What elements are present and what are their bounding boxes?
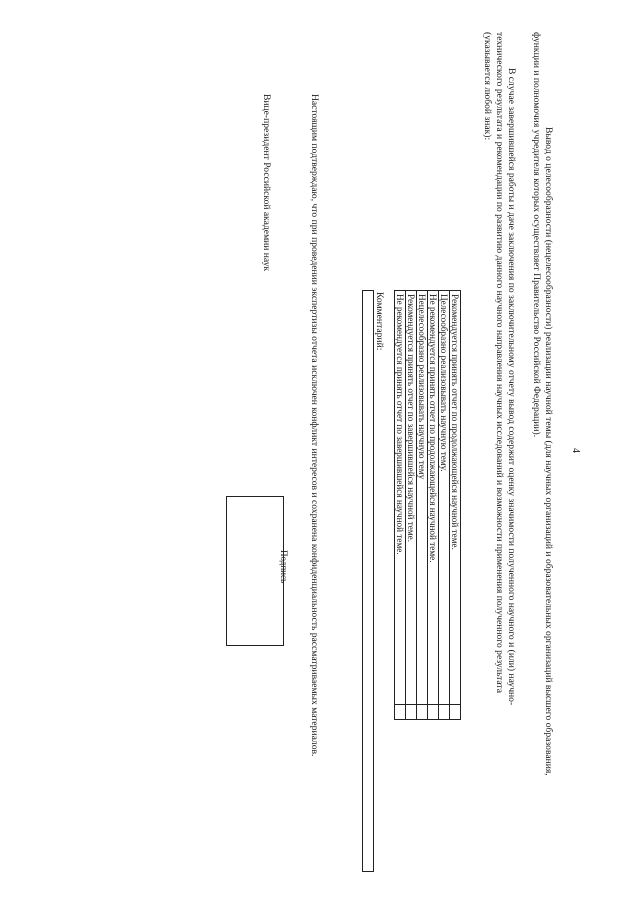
conclusion-paragraph [530, 32, 554, 872]
paragraph-line: функции и полномочия учредителя которых осуществляет Правительство Российской Федерации). [531, 32, 542, 438]
option-row [439, 291, 450, 720]
option-mark-cell[interactable] [395, 705, 406, 720]
page-number: 4 [570, 448, 581, 453]
signature-box[interactable] [226, 496, 284, 646]
option-label: Рекомендуется принять отчет по завершившейся научной теме. [406, 291, 417, 705]
option-label: Не рекомендуется принять отчет по завершившейся научной теме. [395, 291, 406, 705]
option-row [450, 291, 461, 720]
option-mark-cell[interactable] [406, 705, 417, 720]
paragraph-line: (указывается любой знак): [482, 32, 493, 141]
option-label: Нецелесообразно реализовывать научную тему [417, 291, 428, 705]
comment-label: Комментарий: [374, 292, 385, 351]
confirmation-statement: Настоящим подтверждаю, что при проведении экспертизы отчета исключен конфликт интересов и сохранена конфиденциальность рассматриваемых материалов. [309, 94, 320, 757]
option-mark-cell[interactable] [439, 705, 450, 720]
option-label: Рекомендуется принять отчет по продолжающейся научной теме. [450, 291, 461, 705]
signature-label: Подпись [279, 550, 289, 584]
signer-title: Вице-президент Российской академии наук [261, 94, 272, 272]
option-mark-cell[interactable] [428, 705, 439, 720]
recommendation-options-table [394, 290, 461, 720]
option-label: Не рекомендуется принять отчет по продолжающейся научной теме. [428, 291, 439, 705]
comment-field[interactable] [362, 290, 374, 872]
option-label: Целесообразно реализовывать научную тему. [439, 291, 450, 705]
paragraph-line: В случае завершившейся работы и даче заключения по заключительному отчету вывод содержит оценку значимости полученного научного и (или) научно- [506, 68, 517, 706]
option-row [406, 291, 417, 720]
option-row [417, 291, 428, 720]
option-row [395, 291, 406, 720]
completed-work-paragraph [481, 32, 517, 872]
option-mark-cell[interactable] [450, 705, 461, 720]
option-mark-cell[interactable] [417, 705, 428, 720]
paragraph-line: Вывод о целесообразности (нецелесообразности) реализации научной темы (для научных организаций и образовательных организаций высшего образования, [543, 127, 554, 776]
paragraph-line: технического результата и рекомендации по развитию данного научного направления научных исследований и возможности применения полученного результата [494, 32, 505, 693]
option-row [428, 291, 439, 720]
